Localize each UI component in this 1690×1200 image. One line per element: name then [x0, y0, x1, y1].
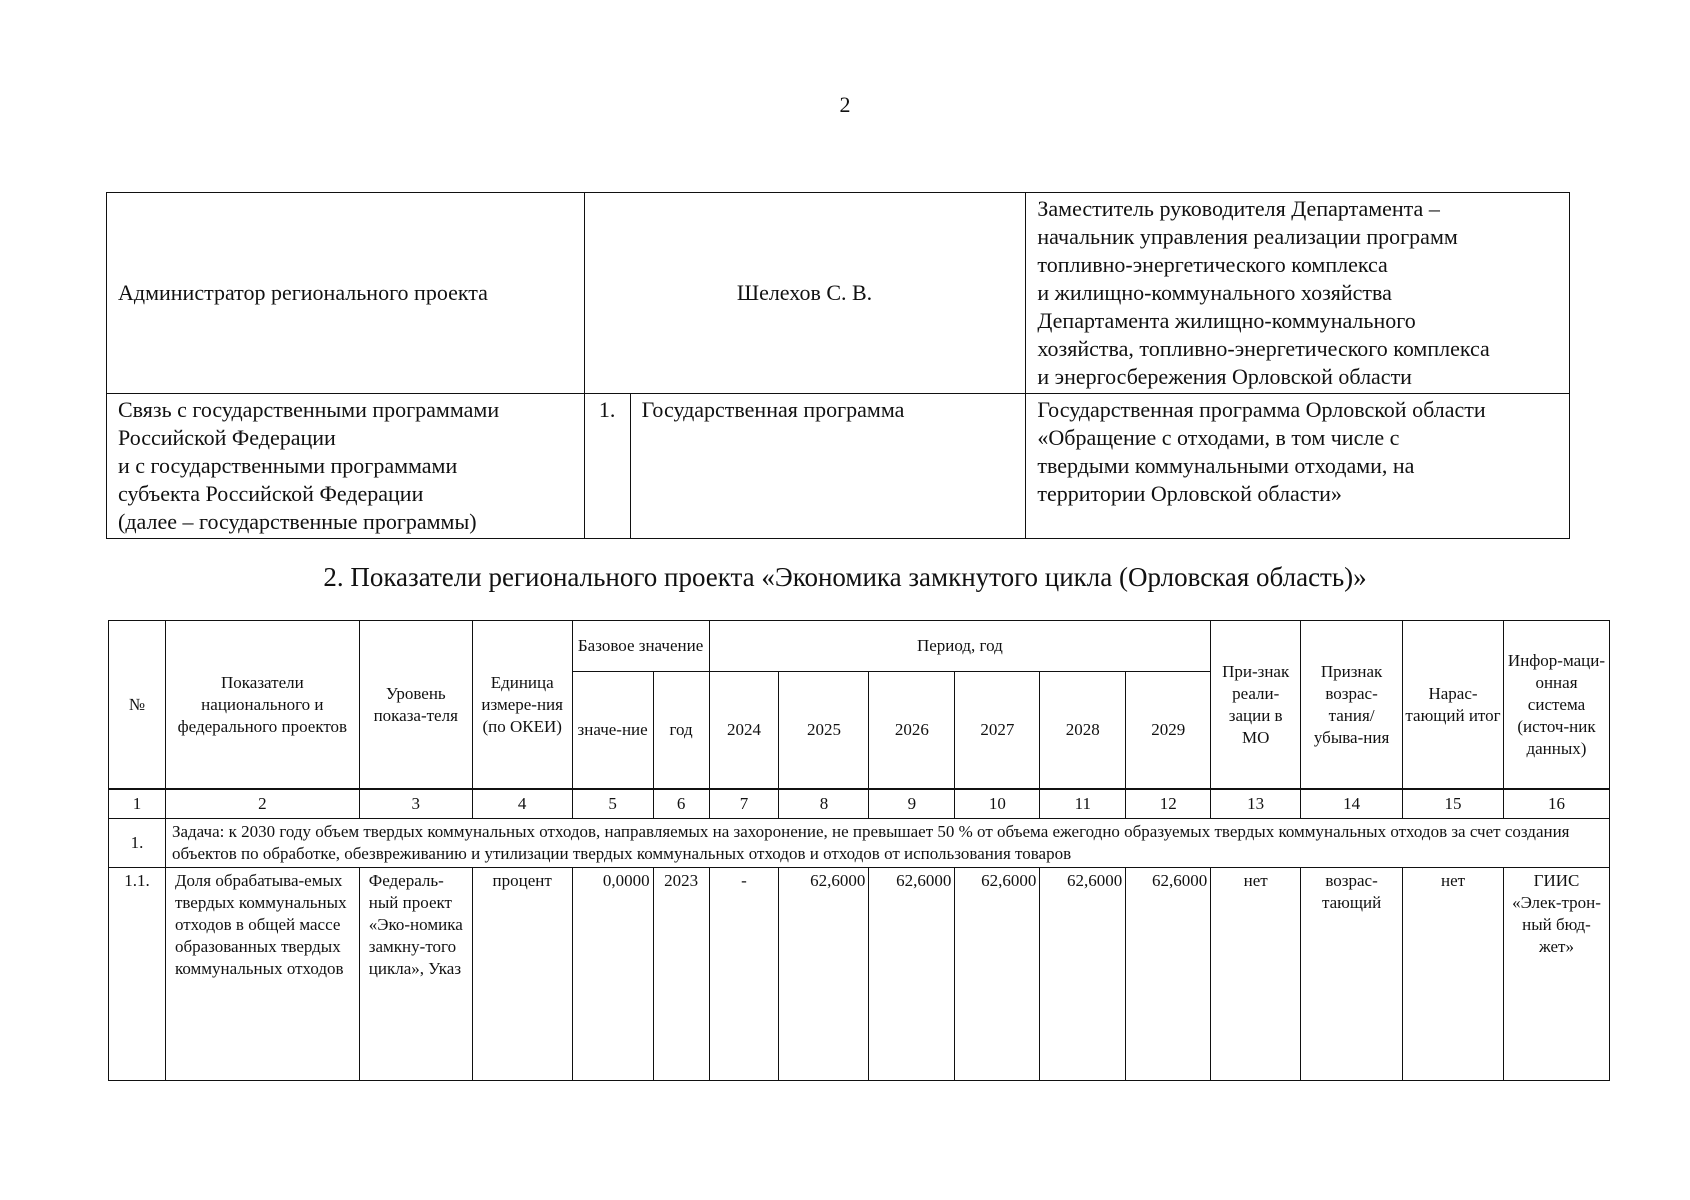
programs-label-line: (далее – государственные программы) [118, 509, 477, 534]
indicator-name: Доля обрабатыва-емых твердых коммунальных отходов в общей массе образованных твердых коммунальных отходов [165, 868, 359, 1081]
column-number: 9 [869, 789, 955, 819]
program-name-line: территории Орловской области» [1037, 481, 1342, 506]
position-line: Заместитель руководителя Департамента – [1037, 196, 1440, 221]
task-row [109, 819, 1610, 868]
row-number: 1.1. [109, 868, 166, 1081]
header-year: 2026 [869, 672, 955, 790]
column-number: 14 [1301, 789, 1403, 819]
header-growth: Признак возрас-тания/ убыва-ния [1301, 621, 1403, 790]
project-passport-table [106, 192, 1570, 539]
header-row-top [109, 621, 1610, 672]
header-year: 2025 [779, 672, 869, 790]
year-value: 62,6000 [1040, 868, 1126, 1081]
column-number: 3 [359, 789, 472, 819]
administrator-person: Шелехов С. В. [584, 193, 1026, 394]
programs-label-line: Связь с государственными программами [118, 397, 500, 422]
base-value: 0,0000 [572, 868, 653, 1081]
position-line: топливно-энергетического комплекса [1037, 252, 1388, 277]
column-number: 16 [1503, 789, 1609, 819]
position-line: Департамента жилищно-коммунального [1037, 308, 1416, 333]
year-value: 62,6000 [779, 868, 869, 1081]
column-number: 11 [1040, 789, 1126, 819]
table-row [109, 868, 1610, 1081]
column-number: 10 [955, 789, 1040, 819]
header-period: Период, год [709, 621, 1211, 672]
position-line: начальник управления реализации программ [1037, 224, 1458, 249]
header-base: Базовое значение [572, 621, 709, 672]
header-year: 2028 [1040, 672, 1126, 790]
section-title: 2. Показатели регионального проекта «Экономика замкнутого цикла (Орловская область)» [323, 562, 1367, 592]
year-value: 62,6000 [955, 868, 1040, 1081]
column-number: 4 [472, 789, 572, 819]
header-unit: Единица измере-ния (по ОКЕИ) [472, 621, 572, 790]
administrator-position [1026, 193, 1570, 394]
column-number: 7 [709, 789, 779, 819]
info-system: ГИИС «Элек-трон-ный бюд-жет» [1503, 868, 1609, 1081]
indicator-level: Федераль-ный проект «Эко-номика замкну-того цикла», Указ [359, 868, 472, 1081]
indicators-table [108, 620, 1610, 1081]
header-base-year: год [653, 672, 709, 790]
header-indicators: Показатели национального и федерального проектов [165, 621, 359, 790]
column-number: 1 [109, 789, 166, 819]
task-number: 1. [109, 819, 166, 868]
header-cumulative: Нарас-тающий итог [1403, 621, 1504, 790]
mo-flag: нет [1211, 868, 1301, 1081]
column-number: 5 [572, 789, 653, 819]
column-number: 6 [653, 789, 709, 819]
position-line: и жилищно-коммунального хозяйства [1037, 280, 1392, 305]
program-name [1026, 394, 1570, 539]
column-number: 8 [779, 789, 869, 819]
year-value: 62,6000 [1126, 868, 1211, 1081]
header-mo: При-знак реали-зации в МО [1211, 621, 1301, 790]
base-year: 2023 [653, 868, 709, 1081]
programs-row [107, 394, 1570, 539]
cumulative-flag: нет [1403, 868, 1504, 1081]
page-number: 2 [839, 92, 851, 117]
column-number: 12 [1126, 789, 1211, 819]
column-number: 13 [1211, 789, 1301, 819]
programs-label [107, 394, 585, 539]
position-line: хозяйства, топливно-энергетического комплекса [1037, 336, 1490, 361]
indicator-unit: процент [472, 868, 572, 1081]
administrator-label: Администратор регионального проекта [107, 193, 585, 394]
header-no: № [109, 621, 166, 790]
header-year: 2027 [955, 672, 1040, 790]
year-value: 62,6000 [869, 868, 955, 1081]
column-number: 2 [165, 789, 359, 819]
header-year: 2029 [1126, 672, 1211, 790]
programs-label-line: субъекта Российской Федерации [118, 481, 424, 506]
header-info-system: Инфор-маци-онная система (источ-ник данных) [1503, 621, 1609, 790]
position-line: и энергосбережения Орловской области [1037, 364, 1412, 389]
programs-label-line: и с государственными программами [118, 453, 458, 478]
program-name-line: Государственная программа Орловской области [1037, 397, 1486, 422]
programs-label-line: Российской Федерации [118, 425, 336, 450]
growth-flag: возрас-тающий [1301, 868, 1403, 1081]
column-numbers-row [109, 789, 1610, 819]
header-base-value: значе-ние [572, 672, 653, 790]
column-number: 15 [1403, 789, 1504, 819]
year-value: - [709, 868, 779, 1081]
program-type: Государственная программа [630, 394, 1026, 539]
program-name-line: «Обращение с отходами, в том числе с [1037, 425, 1400, 450]
program-name-line: твердыми коммунальными отходами, на [1037, 453, 1415, 478]
program-number: 1. [584, 394, 630, 539]
administrator-row [107, 193, 1570, 394]
task-text: Задача: к 2030 году объем твердых коммунальных отходов, направляемых на захоронение, не превышает 50 % от объема ежегодно образуемых твердых коммунальных отходов за счет создания объектов по обработке, обезвреживанию и утилизации твердых коммунальных отходов и отходов от использования товаров [165, 819, 1609, 868]
header-level: Уровень показа-теля [359, 621, 472, 790]
header-year: 2024 [709, 672, 779, 790]
